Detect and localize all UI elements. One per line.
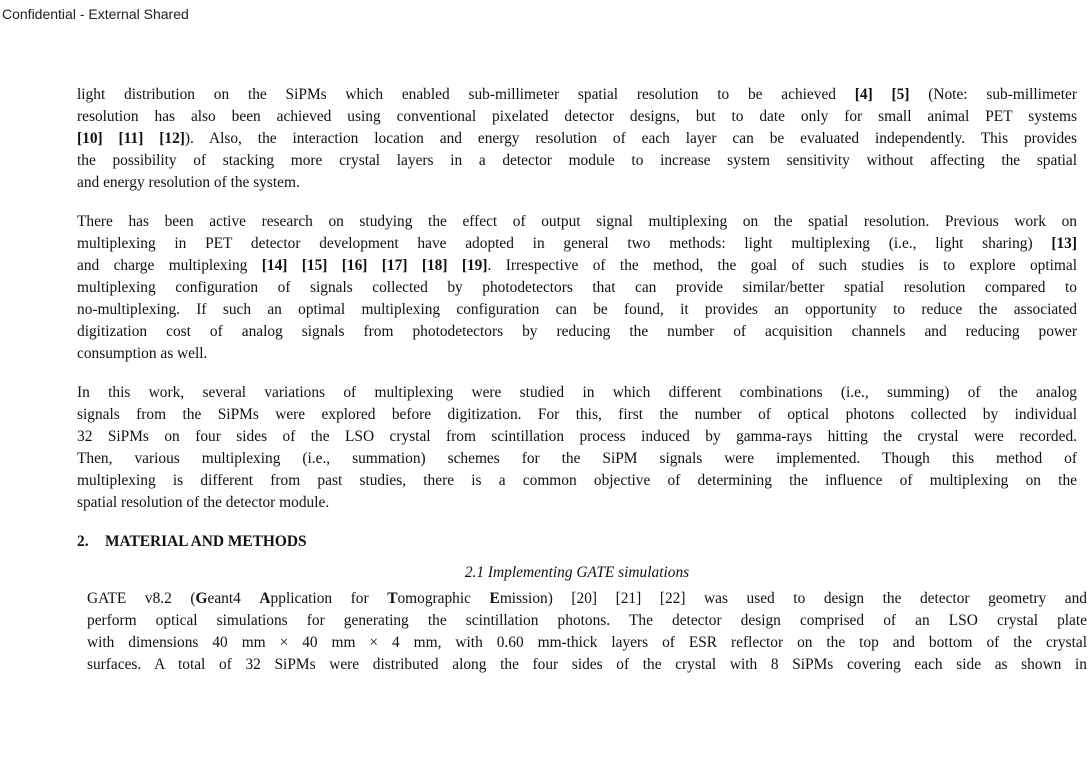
text-line: Then, various multiplexing (i.e., summation) schemes for the SiPM signals were implemented. Though this method of [77, 450, 1077, 467]
section-heading [77, 531, 1077, 553]
text-line: [10] [11] [12]). Also, the interaction location and energy resolution of each layer can be evaluated independently. This provides [77, 130, 1077, 147]
text-line: with dimensions 40 mm × 40 mm × 4 mm, with 0.60 mm-thick layers of ESR reflector on the top and bottom of the crystal [87, 634, 1087, 651]
paragraph-2 [77, 211, 1077, 365]
paragraph-3 [77, 382, 1077, 514]
text-line: perform optical simulations for generating the scintillation photons. The detector design comprised of an LSO crystal plate [87, 612, 1087, 629]
text-line: resolution has also been achieved using conventional pixelated detector designs, but to date only for small animal PET systems [77, 108, 1077, 125]
text-line: light distribution on the SiPMs which enabled sub-millimeter spatial resolution to be achieved [4] [5] (Note: sub-millimeter [77, 86, 1077, 103]
text-line: signals from the SiPMs were explored before digitization. For this, first the number of optical photons collected by individual [77, 406, 1077, 423]
text-line: the possibility of stacking more crystal layers in a detector module to increase system sensitivity without affecting the spatial [77, 152, 1077, 169]
text-line: GATE v8.2 (Geant4 Application for Tomographic Emission) [20] [21] [22] was used to design the detector geometry and [87, 590, 1088, 607]
text-line: and charge multiplexing [14] [15] [16] [17] [18] [19]. Irrespective of the method, the goal of such studies is to explore optimal [77, 257, 1077, 274]
subsection-heading: 2.1 Implementing GATE simulations [464, 564, 690, 581]
section-number: 2. [77, 533, 89, 550]
confidential-label: Confidential - External Shared [2, 6, 189, 22]
text-line: surfaces. A total of 32 SiPMs were distributed along the four sides of the crystal with 8 SiPMs covering each side as shown in [87, 656, 1087, 673]
text-line: multiplexing configuration of signals collected by photodetectors that can provide similar/better spatial resolution compared to [77, 279, 1077, 296]
text-line: consumption as well. [77, 345, 208, 362]
text-line: and energy resolution of the system. [77, 174, 300, 191]
text-line: digitization cost of analog signals from photodetectors by reducing the number of acquisition channels and reducing power [77, 323, 1077, 340]
text-line: multiplexing is different from past studies, there is a common objective of determining the influence of multiplexing on the [77, 472, 1077, 489]
paragraph-4 [77, 588, 1087, 676]
text-line: 32 SiPMs on four sides of the LSO crystal from scintillation process induced by gamma-rays hitting the crystal were recorded. [77, 428, 1077, 445]
document-body [77, 84, 1088, 693]
text-line: There has been active research on studying the effect of output signal multiplexing on the spatial resolution. Previous work on [77, 213, 1077, 230]
text-line: multiplexing in PET detector development have adopted in general two methods: light multiplexing (i.e., light sharing) [13] [77, 235, 1077, 252]
text-line: no-multiplexing. If such an optimal multiplexing configuration can be found, it provides an opportunity to reduce the associated [77, 301, 1077, 318]
text-line: spatial resolution of the detector module. [77, 494, 330, 511]
text-line: In this work, several variations of multiplexing were studied in which different combinations (i.e., summing) of the analog [77, 384, 1077, 401]
paragraph-1 [77, 84, 1077, 194]
section-title: MATERIAL AND METHODS [105, 533, 307, 550]
